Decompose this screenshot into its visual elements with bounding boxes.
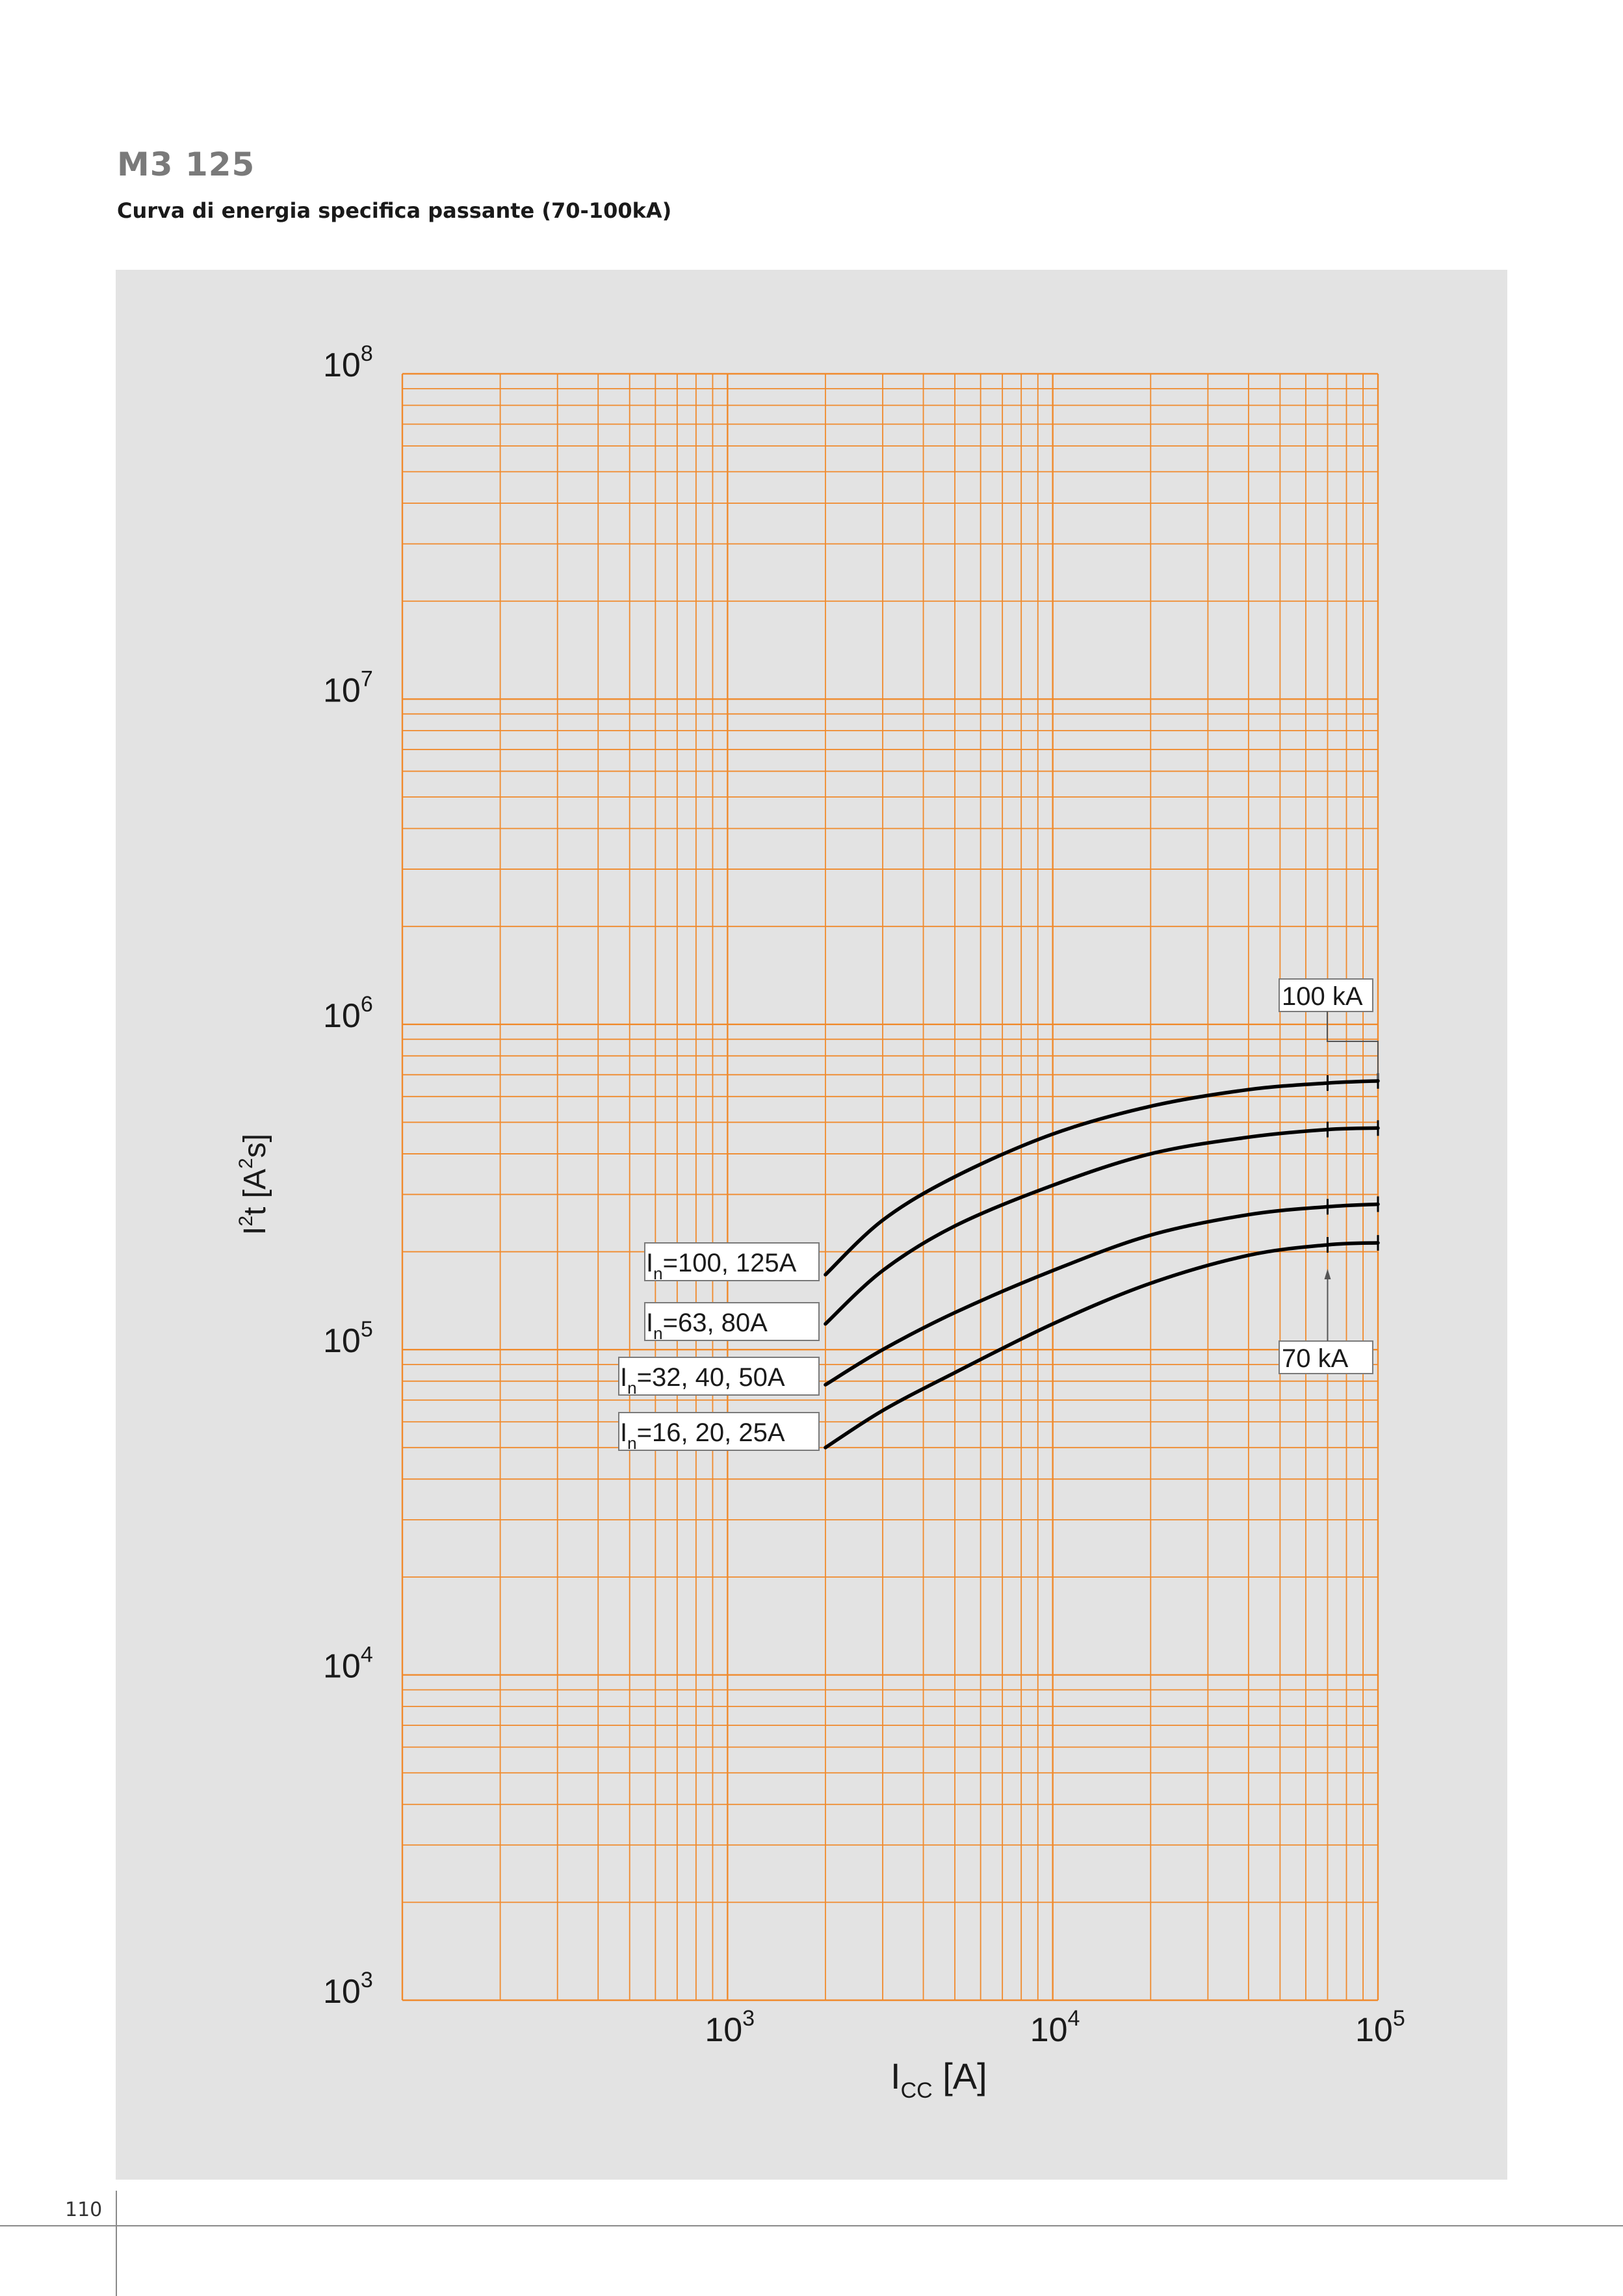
annotation-label: 100 kA [1282,982,1363,1011]
x-tick-label: $10^5$ [1355,2006,1405,2049]
curves [825,1073,1378,1448]
tick-labels [323,341,1405,2049]
series-label: $I_n=63$, 80A [646,1309,768,1343]
y-tick-label: $10^5$ [323,1317,373,1361]
annotation-leader [1327,1011,1378,1079]
y-tick-label: $10^7$ [323,666,373,710]
series-curve [825,1081,1378,1275]
page-number: 110 [65,2198,103,2221]
series-labels [619,1243,819,1453]
series-label: $I_n=16$, 20, 25A [620,1418,785,1453]
y-tick-label: $10^4$ [323,1642,373,1686]
annotation-label: 70 kA [1282,1344,1349,1373]
footer-divider [116,2191,117,2296]
y-axis-label: $I^2t$ $[A^2s]$ [235,1133,272,1235]
page-title: M3 125 [117,146,255,183]
y-tick-label: $10^8$ [323,341,373,384]
series-label: $I_n=100$, 125A [646,1249,797,1283]
annotation-arrow [1324,1269,1331,1279]
y-tick-label: $10^6$ [323,991,373,1035]
page-subtitle: Curva di energia specifica passante (70-100kA) [117,198,672,223]
x-tick-label: $10^4$ [1030,2006,1080,2049]
footer-rule [0,2225,1623,2226]
grid [402,374,1378,2000]
x-axis-label: $I_{CC}$ [A] [890,2055,987,2103]
series-label: $I_n=32$, 40, 50A [620,1363,785,1398]
x-tick-label: $10^3$ [705,2006,755,2049]
y-tick-label: $10^3$ [323,1968,373,2011]
series-curve [825,1128,1378,1324]
